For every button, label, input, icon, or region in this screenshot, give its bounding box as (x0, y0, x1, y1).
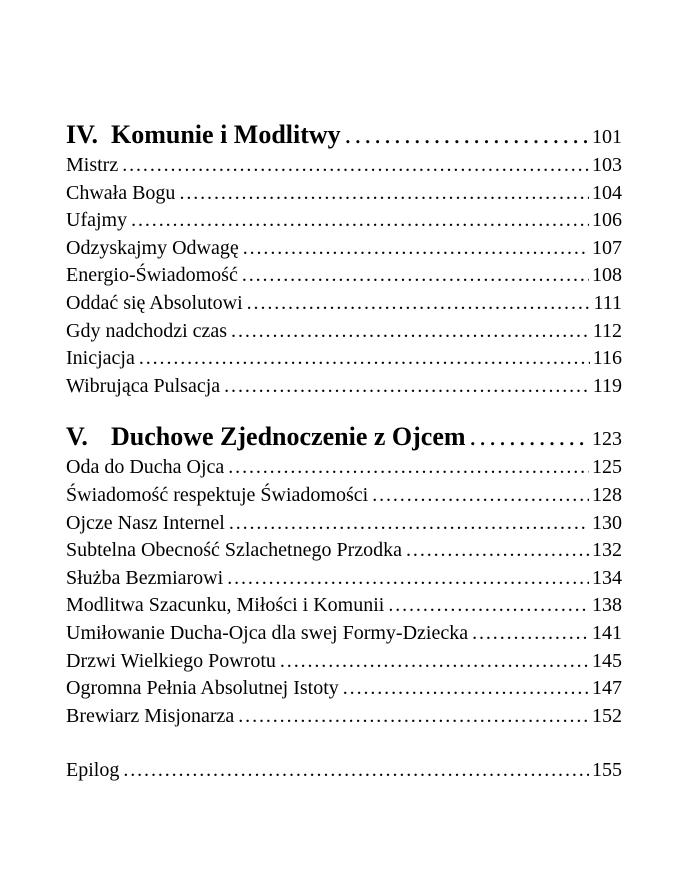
toc-entry-epilog (66, 757, 622, 785)
dot-leader (228, 454, 589, 482)
toc-entry (66, 345, 622, 373)
toc-entry (66, 152, 622, 180)
dot-leader (139, 345, 590, 373)
entry-title: Modlitwa Szacunku, Miłości i Komunii (66, 594, 385, 617)
toc-entry (66, 207, 622, 235)
dot-leader (123, 757, 589, 785)
page-number: 155 (592, 759, 622, 782)
toc-entry (66, 318, 622, 346)
dot-leader (179, 180, 589, 208)
dot-leader (372, 482, 589, 510)
entry-title: Gdy nadchodzi czas (66, 319, 228, 342)
page-number: 147 (592, 677, 622, 700)
toc-entry (66, 290, 622, 318)
section-heading-title (66, 118, 345, 152)
section-number: IV. (66, 120, 99, 149)
entry-title: Inicjacja (66, 347, 135, 370)
page-number: 134 (592, 566, 622, 589)
page-number: 111 (593, 291, 622, 314)
section-heading-iv (66, 118, 622, 152)
toc-entry (66, 703, 622, 731)
toc-entry (66, 180, 622, 208)
dot-leader (472, 620, 589, 648)
dot-leader (227, 565, 589, 593)
page-number: 103 (592, 154, 622, 176)
page-number: 108 (592, 264, 622, 287)
entry-title: Epilog (66, 759, 120, 782)
toc-entry (66, 620, 622, 648)
dot-leader (131, 207, 589, 235)
section-number: V. (66, 422, 88, 452)
section-heading-v (66, 420, 622, 454)
toc-entry (66, 510, 622, 538)
toc-entry (66, 454, 622, 482)
section-title: Duchowe Zjednoczenie z Ojcem (111, 422, 466, 452)
dot-leader (247, 290, 591, 318)
page-number: 138 (592, 594, 622, 617)
section-spacer (66, 730, 622, 757)
section-spacer (66, 400, 622, 420)
entry-title: Ojcze Nasz Internel (66, 511, 225, 534)
dot-leader (231, 318, 590, 346)
page-number: 101 (592, 126, 622, 148)
toc-entry (66, 235, 622, 263)
toc-entry (66, 537, 622, 565)
page-number: 106 (592, 209, 622, 232)
dot-leader (224, 373, 590, 401)
table-of-contents (66, 118, 622, 785)
dot-leader (122, 152, 589, 180)
dot-leader (470, 420, 589, 454)
dot-leader (343, 675, 589, 703)
entry-title: Energio-Świadomość (66, 264, 238, 287)
toc-entry (66, 482, 622, 510)
toc-entry (66, 565, 622, 593)
entry-title: Świadomość respektuje Świadomości (66, 483, 369, 506)
page-number: 132 (592, 539, 622, 562)
page-number: 116 (592, 347, 622, 370)
dot-leader (242, 262, 589, 290)
entry-title: Wibrująca Pulsacja (66, 374, 221, 397)
toc-entry (66, 675, 622, 703)
page-number: 130 (592, 511, 622, 534)
toc-entry (66, 592, 622, 620)
dot-leader (406, 537, 589, 565)
entry-title: Subtelna Obecność Szlachetnego Przodka (66, 539, 403, 562)
entry-title: Brewiarz Misjonarza (66, 704, 235, 727)
toc-entry (66, 262, 622, 290)
entry-title: Chwała Bogu (66, 181, 176, 204)
toc-entry (66, 373, 622, 401)
entry-title: Oddać się Absolutowi (66, 291, 243, 314)
page-number: 128 (592, 483, 622, 506)
section-title: Komunie i Modlitwy (111, 120, 341, 149)
page-number: 107 (592, 236, 622, 259)
page-number: 119 (592, 374, 622, 397)
page-number: 145 (592, 649, 622, 672)
entry-title: Odzyskajmy Odwagę (66, 236, 239, 259)
entry-title: Ufajmy (66, 209, 128, 232)
page-number: 125 (592, 456, 622, 479)
dot-leader (280, 648, 589, 676)
dot-leader (238, 703, 589, 731)
dot-leader (243, 235, 589, 263)
entry-title: Oda do Ducha Ojca (66, 456, 225, 479)
page-number: 112 (592, 319, 622, 342)
dot-leader (388, 592, 589, 620)
entry-title: Umiłowanie Ducha-Ojca dla swej Formy-Dziecka (66, 621, 469, 644)
page-number: 152 (592, 704, 622, 727)
page-number: 104 (592, 181, 622, 204)
entry-title: Mistrz (66, 154, 119, 176)
entry-title: Drzwi Wielkiego Powrotu (66, 649, 276, 672)
toc-entry (66, 648, 622, 676)
entry-title: Służba Bezmiarowi (66, 566, 224, 589)
page-number: 141 (592, 621, 622, 644)
dot-leader (345, 118, 589, 152)
page-number: 123 (592, 428, 622, 451)
section-heading-title (66, 420, 470, 454)
entry-title: Ogromna Pełnia Absolutnej Istoty (66, 677, 339, 700)
dot-leader (229, 510, 589, 538)
